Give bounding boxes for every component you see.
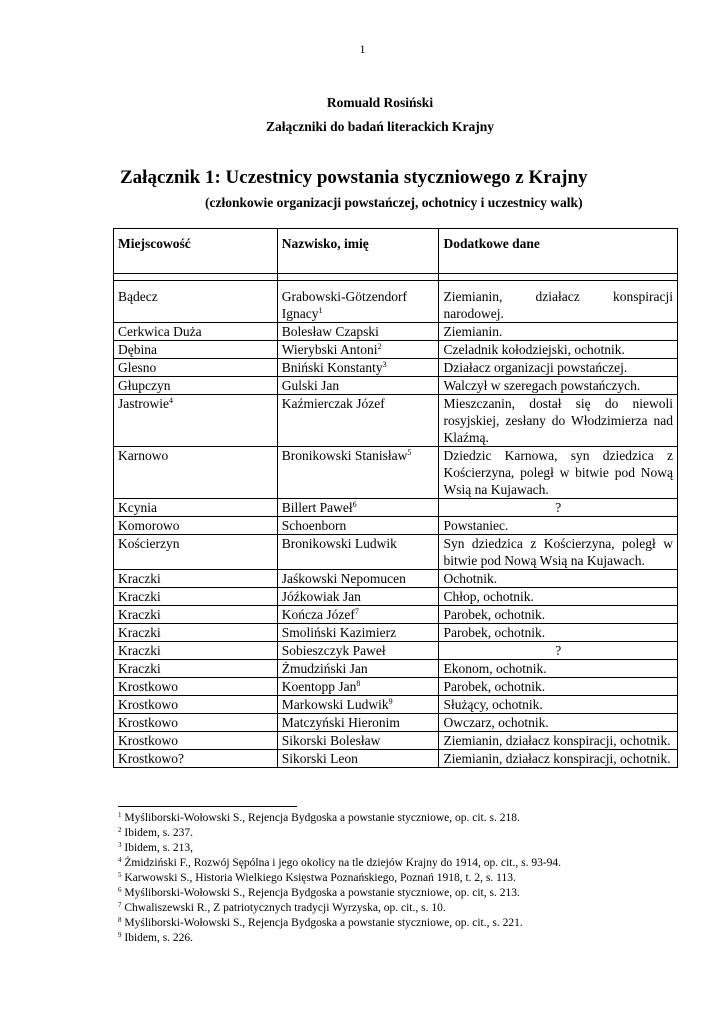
- place-text: Krostkowo: [118, 715, 178, 730]
- name-cell: [277, 624, 439, 642]
- name-text: Jaśkowski Nepomucen: [281, 571, 406, 586]
- place-cell: [114, 732, 278, 750]
- name-text: Sikorski Leon: [281, 751, 358, 766]
- place-text: Kraczki: [118, 589, 161, 604]
- name-text: Billert Paweł: [281, 500, 353, 515]
- footnote: [118, 826, 561, 841]
- name-cell: [277, 696, 439, 714]
- info-cell: Działacz organizacji powstańczej.: [439, 359, 678, 377]
- table-row: [114, 750, 678, 768]
- info-cell: Walczył w szeregach powstańczych.: [439, 377, 678, 395]
- name-cell: [277, 642, 439, 660]
- place-cell: [114, 517, 278, 535]
- document-subtitle: Załączniki do badań literackich Krajny: [265, 119, 495, 134]
- footnote-number: 2: [118, 826, 122, 834]
- footnote-ref: 3: [382, 360, 387, 369]
- footnote: [118, 916, 561, 931]
- info-cell: Ziemianin, działacz konspiracji, ochotnik.: [439, 750, 678, 768]
- name-cell: [277, 588, 439, 606]
- name-text: Wierybski Antoni: [281, 342, 378, 357]
- info-cell: ?: [439, 499, 678, 517]
- table-row: [114, 660, 678, 678]
- name-cell: [277, 714, 439, 732]
- footnote-number: 4: [118, 856, 122, 864]
- name-text: Sobieszczyk Paweł: [281, 643, 386, 658]
- info-cell: Dziedzic Karnowa, syn dziedzica z Kościerzyna, poległ w bitwie pod Nową Wsią na Kujawach.: [439, 447, 678, 499]
- table-row: [114, 570, 678, 588]
- name-text: Smoliński Kazimierz: [281, 625, 397, 640]
- header-info: Dodatkowe dane: [439, 229, 678, 274]
- place-cell: [114, 570, 278, 588]
- footnotes: [118, 811, 561, 946]
- place-text: Kościerzyn: [118, 536, 180, 551]
- name-cell: [277, 281, 439, 323]
- table-body: [114, 274, 678, 768]
- place-text: Kcynia: [118, 500, 157, 515]
- footnote-ref: 7: [354, 607, 359, 616]
- info-cell: Ziemianin, działacz konspiracji, ochotnik.: [439, 732, 678, 750]
- footnote-ref: 5: [407, 448, 412, 457]
- table-row: [114, 323, 678, 341]
- header-name: Nazwisko, imię: [277, 229, 439, 274]
- footnote: [118, 901, 561, 916]
- footnote-ref: 8: [356, 679, 361, 688]
- place-cell: [114, 377, 278, 395]
- table-row: [114, 377, 678, 395]
- name-text: Grabowski-Götzendorf Ignacy: [281, 289, 407, 321]
- table-row: [114, 517, 678, 535]
- place-text: Jastrowie: [118, 396, 169, 411]
- place-cell: [114, 499, 278, 517]
- name-text: Markowski Ludwik: [281, 697, 389, 712]
- place-cell: [114, 696, 278, 714]
- place-text: Dębina: [118, 342, 157, 357]
- info-cell: Parobek, ochotnik.: [439, 624, 678, 642]
- name-cell: [277, 517, 439, 535]
- name-cell: [277, 660, 439, 678]
- name-text: Bniński Konstanty: [281, 360, 383, 375]
- name-cell: [277, 750, 439, 768]
- place-text: Komorowo: [118, 518, 180, 533]
- info-cell: Ekonom, ochotnik.: [439, 660, 678, 678]
- spacer-cell: [439, 274, 678, 281]
- name-cell: [277, 377, 439, 395]
- name-cell: [277, 570, 439, 588]
- table-row: [114, 714, 678, 732]
- place-cell: [114, 359, 278, 377]
- place-cell: [114, 606, 278, 624]
- footnote-number: 7: [118, 901, 122, 909]
- footnote-ref: 2: [377, 342, 382, 351]
- place-cell: [114, 281, 278, 323]
- footnote-separator: [118, 806, 297, 807]
- table-row: [114, 395, 678, 447]
- place-text: Kraczki: [118, 571, 161, 586]
- place-text: Krostkowo: [118, 679, 178, 694]
- footnote: [118, 871, 561, 886]
- name-cell: [277, 359, 439, 377]
- place-text: Kraczki: [118, 661, 161, 676]
- place-cell: [114, 323, 278, 341]
- name-text: Jóźkowiak Jan: [281, 589, 361, 604]
- info-cell: Syn dziedzica z Kościerzyna, poległ w bitwie pod Nową Wsią na Kujawach.: [439, 535, 678, 570]
- footnote-text: Ibidem, s. 226.: [124, 932, 194, 944]
- place-text: Bądecz: [118, 289, 158, 304]
- info-cell: Ochotnik.: [439, 570, 678, 588]
- place-cell: [114, 642, 278, 660]
- participants-table: [113, 228, 678, 768]
- name-text: Żmudziński Jan: [281, 661, 368, 676]
- name-text: Kończa Józef: [281, 607, 355, 622]
- table-row: [114, 642, 678, 660]
- place-text: Krostkowo: [118, 697, 178, 712]
- place-text: Karnowo: [118, 448, 169, 463]
- place-cell: [114, 341, 278, 359]
- info-cell: Chłop, ochotnik.: [439, 588, 678, 606]
- name-cell: [277, 323, 439, 341]
- info-cell: Parobek, ochotnik.: [439, 678, 678, 696]
- name-text: Schoenborn: [281, 518, 347, 533]
- info-cell: Ziemianin, działacz konspiracji narodowej.: [439, 281, 678, 323]
- footnote-number: 3: [118, 841, 122, 849]
- name-text: Bronikowski Stanisław: [281, 448, 408, 463]
- footnote-text: Myśliborski-Wołowski S., Rejencja Bydgoska a powstanie styczniowe, op. cit. s. 218.: [124, 812, 520, 824]
- place-text: Kraczki: [118, 643, 161, 658]
- table-row: [114, 359, 678, 377]
- name-cell: [277, 341, 439, 359]
- table-row: [114, 588, 678, 606]
- footnote-text: Ibidem, s. 213,: [124, 842, 194, 854]
- name-text: Bolesław Czapski: [281, 324, 379, 339]
- title-note: (członkowie organizacji powstańczej, ochotnicy i uczestnicy walk): [205, 195, 583, 210]
- page-number: 1: [359, 42, 366, 56]
- table-row: [114, 732, 678, 750]
- footnote-text: Ibidem, s. 237.: [124, 827, 194, 839]
- footnote: [118, 856, 561, 871]
- table-row: [114, 281, 678, 323]
- place-text: Głupczyn: [118, 378, 171, 393]
- place-text: Cerkwica Duża: [118, 324, 202, 339]
- place-text: Kraczki: [118, 607, 161, 622]
- info-cell: Służący, ochotnik.: [439, 696, 678, 714]
- name-cell: [277, 395, 439, 447]
- footnote-ref: 6: [352, 500, 357, 509]
- name-cell: [277, 447, 439, 499]
- place-cell: [114, 535, 278, 570]
- name-cell: [277, 732, 439, 750]
- footnote-text: Myśliborski-Wołowski S., Rejencja Bydgoska a powstanie styczniowe, op. cit., s. 221.: [124, 917, 523, 929]
- footnote-text: Myśliborski-Wołowski S., Rejencja Bydgoska a powstanie styczniowe, op. cit, s. 213.: [124, 887, 520, 899]
- place-cell: [114, 395, 278, 447]
- table-row: [114, 341, 678, 359]
- footnote: [118, 931, 561, 946]
- table-spacer-row: [114, 274, 678, 281]
- place-text: Krostkowo: [118, 733, 178, 748]
- footnote-number: 8: [118, 916, 122, 924]
- table-row: [114, 535, 678, 570]
- name-cell: [277, 535, 439, 570]
- footnote-text: Żmidziński F., Rozwój Sępólna i jego okolicy na tle dziejów Krajny do 1914, op. cit., s. 93-94.: [124, 857, 562, 869]
- place-text: Glesno: [118, 360, 157, 375]
- place-cell: [114, 660, 278, 678]
- spacer-cell: [277, 274, 439, 281]
- name-cell: [277, 606, 439, 624]
- footnote: [118, 886, 561, 901]
- info-cell: Powstaniec.: [439, 517, 678, 535]
- name-cell: [277, 678, 439, 696]
- name-text: Matczyński Hieronim: [281, 715, 400, 730]
- name-cell: [277, 499, 439, 517]
- table-header-row: [114, 229, 678, 274]
- page-title: Załącznik 1: Uczestnicy powstania styczniowego z Krajny: [120, 167, 588, 188]
- info-cell: Owczarz, ochotnik.: [439, 714, 678, 732]
- header-place: Miejscowość: [114, 229, 278, 274]
- table-row: [114, 447, 678, 499]
- spacer-cell: [114, 274, 278, 281]
- author-name: Romuald Rosiński: [326, 95, 434, 110]
- table-row: [114, 499, 678, 517]
- footnote: [118, 841, 561, 856]
- table-row: [114, 606, 678, 624]
- place-cell: [114, 750, 278, 768]
- footnote-text: Chwaliszewski R., Z patriotycznych tradycji Wyrzyska, op. cit., s. 10.: [124, 902, 446, 914]
- footnote: [118, 811, 561, 826]
- info-cell: Czeladnik kołodziejski, ochotnik.: [439, 341, 678, 359]
- info-cell: ?: [439, 642, 678, 660]
- name-text: Koentopp Jan: [281, 679, 357, 694]
- place-cell: [114, 678, 278, 696]
- info-cell: Mieszczanin, dostał się do niewoli rosyjskiej, zesłany do Włodzimierza nad Klaźmą.: [439, 395, 678, 447]
- name-text: Kaźmierczak Józef: [281, 396, 385, 411]
- place-cell: [114, 624, 278, 642]
- footnote-number: 6: [118, 886, 122, 894]
- footnote-ref: 9: [388, 697, 393, 706]
- footnote-ref: 4: [169, 396, 173, 405]
- place-text: Krostkowo?: [118, 751, 184, 766]
- table-row: [114, 624, 678, 642]
- footnote-number: 5: [118, 871, 122, 879]
- name-text: Sikorski Bolesław: [281, 733, 381, 748]
- place-cell: [114, 447, 278, 499]
- footnote-number: 1: [118, 811, 122, 819]
- footnote-number: 9: [118, 931, 122, 939]
- name-text: Bronikowski Ludwik: [281, 536, 397, 551]
- place-text: Kraczki: [118, 625, 161, 640]
- place-cell: [114, 588, 278, 606]
- place-cell: [114, 714, 278, 732]
- table-row: [114, 696, 678, 714]
- info-cell: Parobek, ochotnik.: [439, 606, 678, 624]
- footnote-text: Karwowski S., Historia Wielkiego Księstwa Poznańskiego, Poznań 1918, t. 2, s. 113.: [124, 872, 516, 884]
- name-text: Gulski Jan: [281, 378, 340, 393]
- footnote-ref: 1: [318, 306, 323, 315]
- table-row: [114, 678, 678, 696]
- info-cell: Ziemianin.: [439, 323, 678, 341]
